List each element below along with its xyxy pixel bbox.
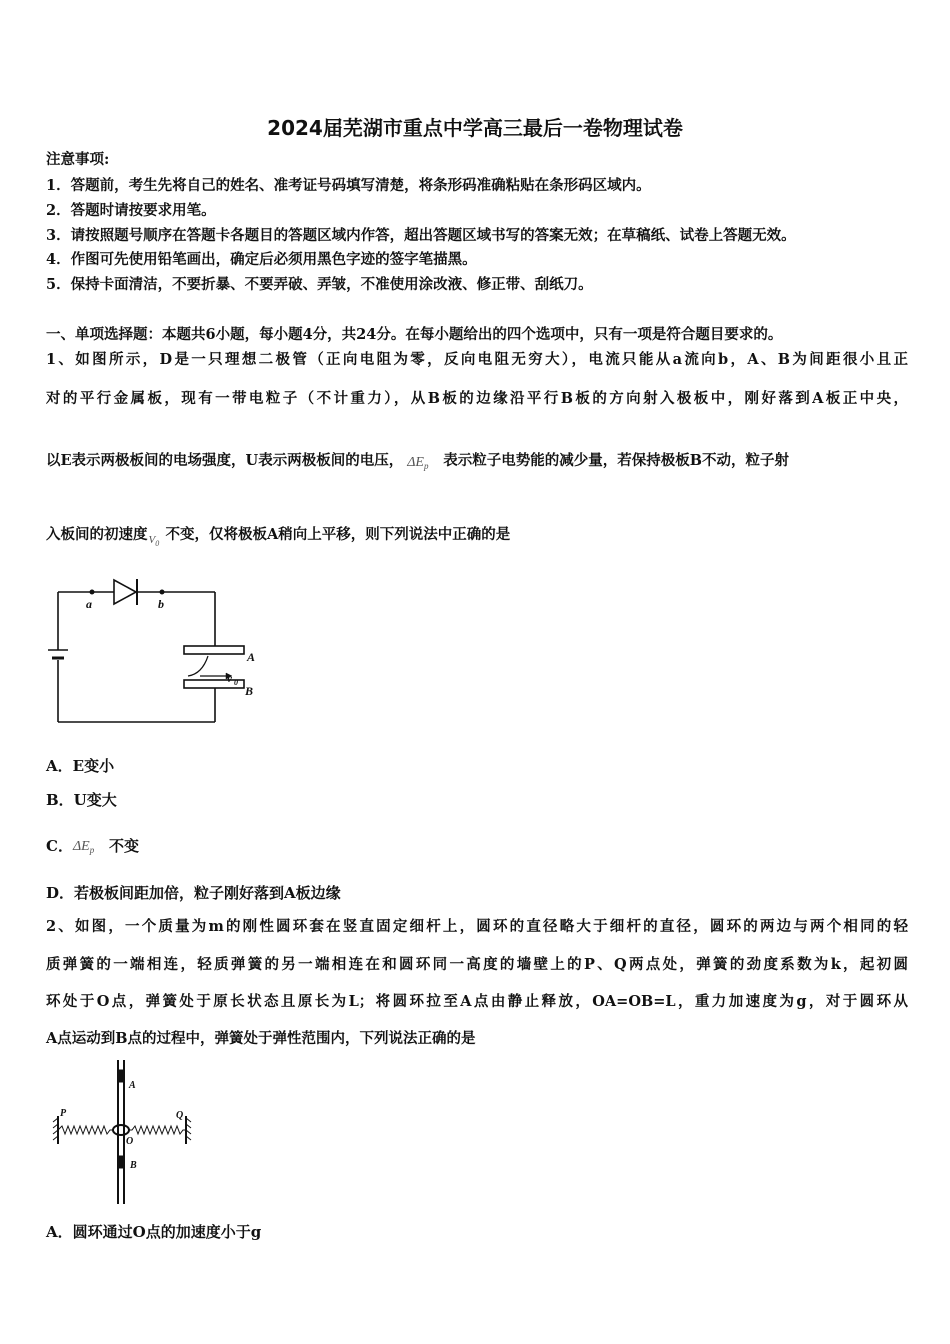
- q1-line-3: 以E表示两极板间的电场强度，U表示两极板间的电压， $\Delta E_p$ 表示粒子电势能的减少量，若保持极板B不动，粒子射: [46, 452, 789, 471]
- section-heading: 一、单项选择题：本题共6小题，每小题4分，共24分。在每小题给出的四个选项中，只有一项是符合题目要求的。: [46, 326, 783, 343]
- label-B: B: [245, 684, 254, 698]
- label-B2: B: [130, 1160, 137, 1171]
- page-title: 2024届芜湖市重点中学高三最后一卷物理试卷: [267, 116, 683, 140]
- q1-line-2: 对的平行金属板，现有一带电粒子（不计重力），从B板的边缘沿平行B板的方向射入极板中，刚好落到A板正中央，: [46, 390, 908, 407]
- label-v: v: [227, 673, 232, 685]
- q1-option-b: B．U变大: [46, 791, 117, 809]
- notice-item-2: 2．答题时请按要求用笔。: [46, 202, 216, 219]
- q2-line-4: A点运动到B点的过程中，弹簧处于弹性范围内，下列说法正确的是: [46, 1030, 476, 1047]
- circuit-diagram: [40, 570, 270, 730]
- q1-line-4b: 不变，仅将极板A稍向上平移，则下列说法中正确的是: [165, 526, 511, 543]
- q1-option-a: A．E变小: [46, 757, 115, 775]
- label-P: P: [60, 1108, 67, 1119]
- spring-rod-diagram: [52, 1058, 202, 1208]
- q2-line-3: 环处于O点，弹簧处于原长状态且原长为L；将圆环拉至A点由静止释放，OA=OB=L，重力加速度为g，对于圆环从: [46, 993, 908, 1010]
- notice-item-1: 1．答题前，考生先将自己的姓名、准考证号码填写清楚，将条形码准确粘贴在条形码区域内。: [46, 177, 651, 194]
- notice-item-5: 5．保持卡面清洁，不要折暴、不要弄破、弄皱，不准使用涂改液、修正带、刮纸刀。: [46, 276, 593, 293]
- q1-option-d: D．若极板间距加倍，粒子刚好落到A板边缘: [46, 884, 341, 902]
- q1-option-c: C． $\Delta E_p$ 不变: [46, 837, 139, 855]
- notice-item-3: 3．请按照题号顺序在答题卡各题目的答题区域内作答，超出答题区域书写的答案无效；在草稿纸、试卷上答题无效。: [46, 227, 796, 244]
- label-O: O: [126, 1136, 134, 1147]
- notice-heading: 注意事项:: [46, 151, 110, 168]
- label-A2: A: [129, 1080, 136, 1091]
- q2-line-1: 2、如图，一个质量为m的刚性圆环套在竖直固定细杆上，圆环的直径略大于细杆的直径，圆环的两边与两个相同的轻: [46, 918, 908, 935]
- notice-item-4: 4．作图可先使用铅笔画出，确定后必须用黑色字迹的签字笔描黑。: [46, 251, 477, 268]
- q2-line-2: 质弹簧的一端相连，轻质弹簧的另一端相连在和圆环同一高度的墙壁上的P、Q两点处，弹簧的劲度系数为k，起初圆: [46, 956, 908, 973]
- q1-line-4: 入板间的初速度 $V_0$ 不变，仅将极板A稍向上平移，则下列说法中正确的是: [46, 526, 511, 548]
- label-Q: Q: [176, 1110, 184, 1121]
- q2-option-a: A．圆环通过O点的加速度小于g: [46, 1223, 262, 1241]
- q1-line-1: 1、如图所示，D是一只理想二极管（正向电阻为零，反向电阻无穷大），电流只能从a流向b，A、B为间距很小且正: [46, 351, 908, 368]
- q1-line-4a: 入板间的初速度: [46, 526, 148, 543]
- label-a: a: [86, 597, 92, 611]
- label-b: b: [158, 597, 164, 611]
- q1-line-3b: 表示粒子电势能的减少量，若保持极板B不动，粒子射: [443, 452, 789, 469]
- label-A: A: [247, 650, 256, 664]
- q1-line-3a: 以E表示两极板间的电场强度，U表示两极板间的电压，: [46, 452, 404, 469]
- label-v0-sub: 0: [234, 678, 238, 687]
